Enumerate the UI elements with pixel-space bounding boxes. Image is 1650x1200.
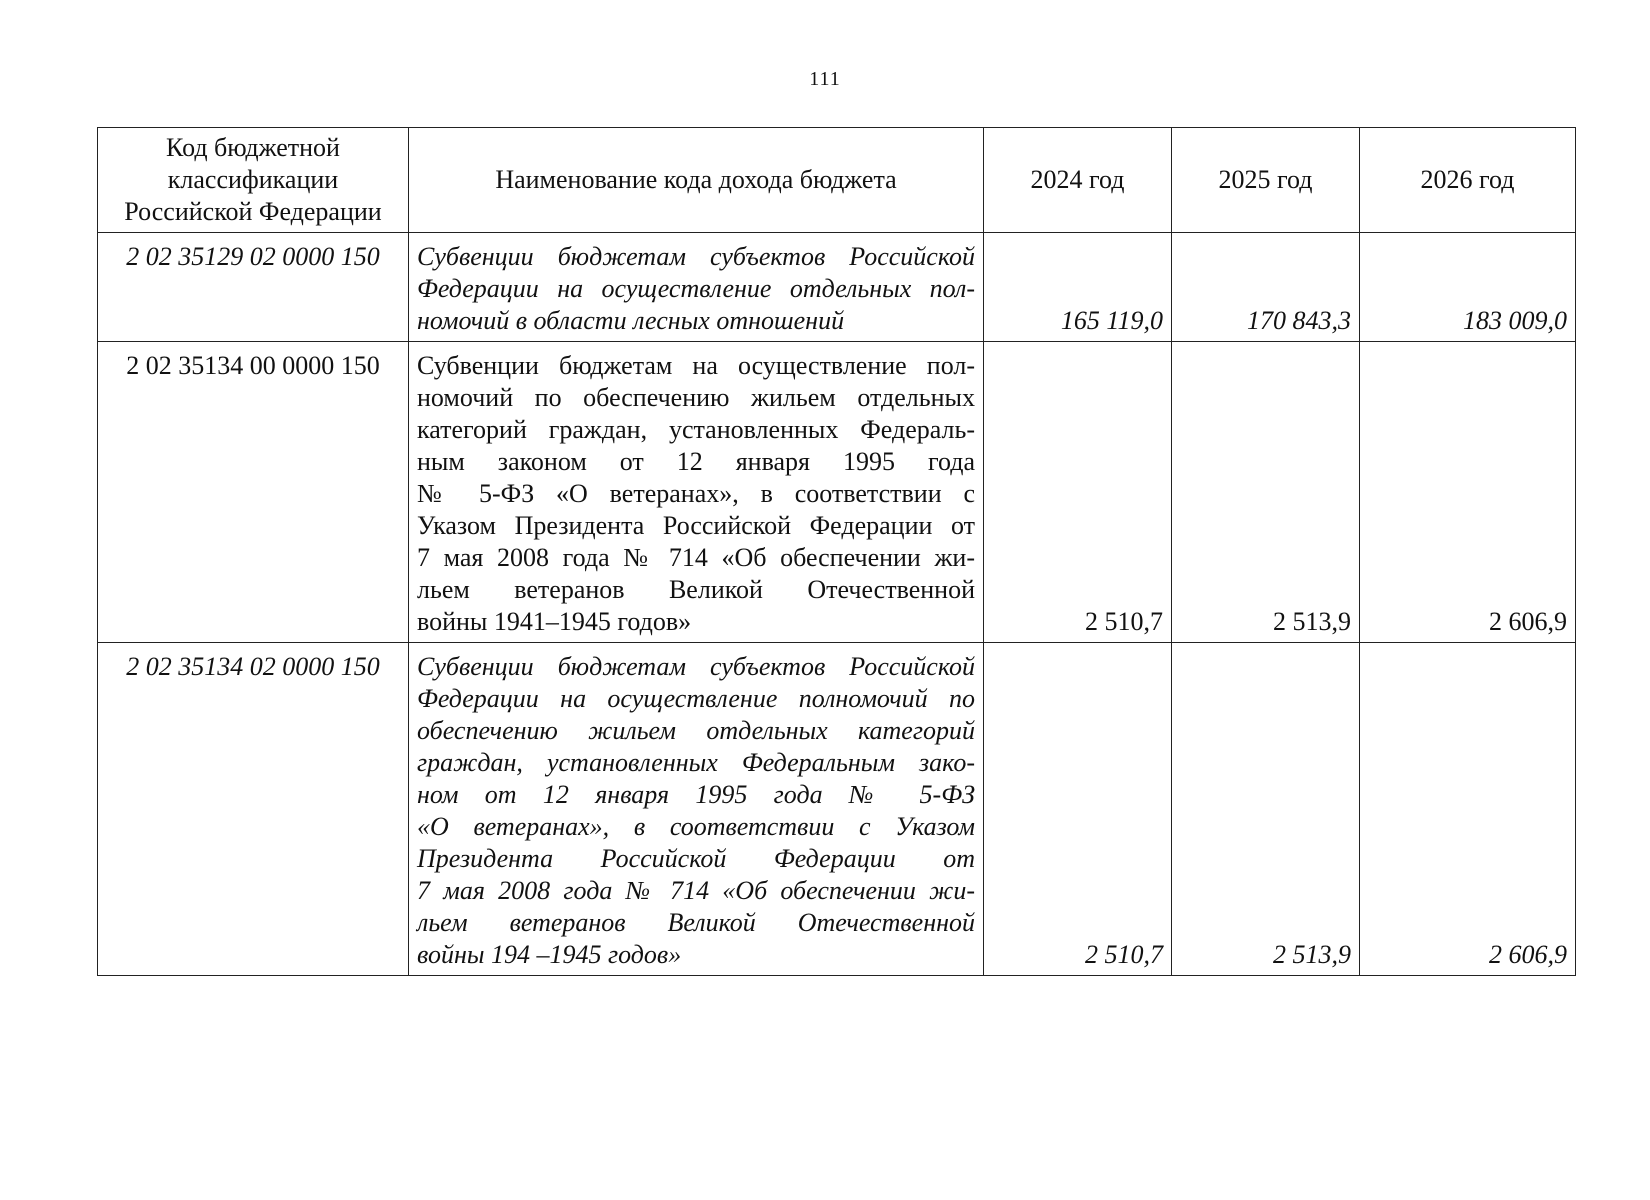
amount-2025-cell: 2 513,9 [1172, 342, 1360, 643]
revenue-name-line: 7 мая 2008 года № 714 «Об обеспечении жи- [417, 876, 975, 905]
budget-code-cell: 2 02 35129 02 0000 150 [98, 233, 409, 342]
revenue-name-line: категорий граждан, установленных Федераль- [417, 415, 975, 444]
amount-2024-cell: 2 510,7 [984, 342, 1172, 643]
revenue-name-line: номочий в области лесных отношений [417, 306, 845, 335]
amount-2026-cell: 2 606,9 [1360, 342, 1576, 643]
table-row [98, 342, 1576, 643]
header-year-2025: 2025 год [1172, 128, 1360, 233]
table-row [98, 233, 1576, 342]
revenue-name-line: Федерации на осуществление полномочий по [417, 684, 975, 713]
revenue-name-line: льем ветеранов Великой Отечественной [417, 575, 975, 604]
revenue-name-line: Указом Президента Российской Федерации от [417, 511, 975, 540]
page-number: 111 [809, 68, 841, 90]
revenue-name-line: «О ветеранах», в соответствии с Указом [417, 812, 975, 841]
revenue-name-line: номочий по обеспечению жильем отдельных [417, 383, 975, 412]
table-header-row [98, 128, 1576, 233]
revenue-name-cell [409, 233, 984, 342]
revenue-name-line: обеспечению жильем отдельных категорий [417, 716, 975, 745]
table-body [98, 233, 1576, 976]
revenue-name-line: Субвенции бюджетам субъектов Российской [417, 652, 975, 681]
header-year-2026: 2026 год [1360, 128, 1576, 233]
revenue-name-line: Субвенции бюджетам на осуществление пол- [417, 351, 975, 380]
budget-code-cell: 2 02 35134 02 0000 150 [98, 643, 409, 976]
revenue-name-line: ном от 12 января 1995 года № 5-ФЗ [417, 780, 975, 809]
revenue-name-line: Федерации на осуществление отдельных пол- [417, 274, 975, 303]
revenue-name-line: граждан, установленных Федеральным зако- [417, 748, 975, 777]
amount-2025-cell: 170 843,3 [1172, 233, 1360, 342]
budget-revenue-table [97, 127, 1576, 976]
revenue-name-cell [409, 342, 984, 643]
revenue-name-line: льем ветеранов Великой Отечественной [417, 908, 975, 937]
amount-2026-cell: 2 606,9 [1360, 643, 1576, 976]
revenue-name-cell [409, 643, 984, 976]
amount-2026-cell: 183 009,0 [1360, 233, 1576, 342]
header-code: Код бюджетной классификации Российской Федерации [98, 128, 409, 233]
revenue-name-line: войны 194 –1945 годов» [417, 940, 682, 969]
amount-2024-cell: 2 510,7 [984, 643, 1172, 976]
amount-2025-cell: 2 513,9 [1172, 643, 1360, 976]
header-name: Наименование кода дохода бюджета [409, 128, 984, 233]
header-year-2024: 2024 год [984, 128, 1172, 233]
revenue-name-line: Субвенции бюджетам субъектов Российской [417, 242, 975, 271]
revenue-name-line: ным законом от 12 января 1995 года [417, 447, 975, 476]
revenue-name-line: Президента Российской Федерации от [417, 844, 975, 873]
revenue-name-line: 7 мая 2008 года № 714 «Об обеспечении жи- [417, 543, 975, 572]
budget-code-cell: 2 02 35134 00 0000 150 [98, 342, 409, 643]
revenue-name-line: № 5-ФЗ «О ветеранах», в соответствии с [417, 479, 975, 508]
amount-2024-cell: 165 119,0 [984, 233, 1172, 342]
table-row [98, 643, 1576, 976]
revenue-name-line: войны 1941–1945 годов» [417, 607, 692, 636]
